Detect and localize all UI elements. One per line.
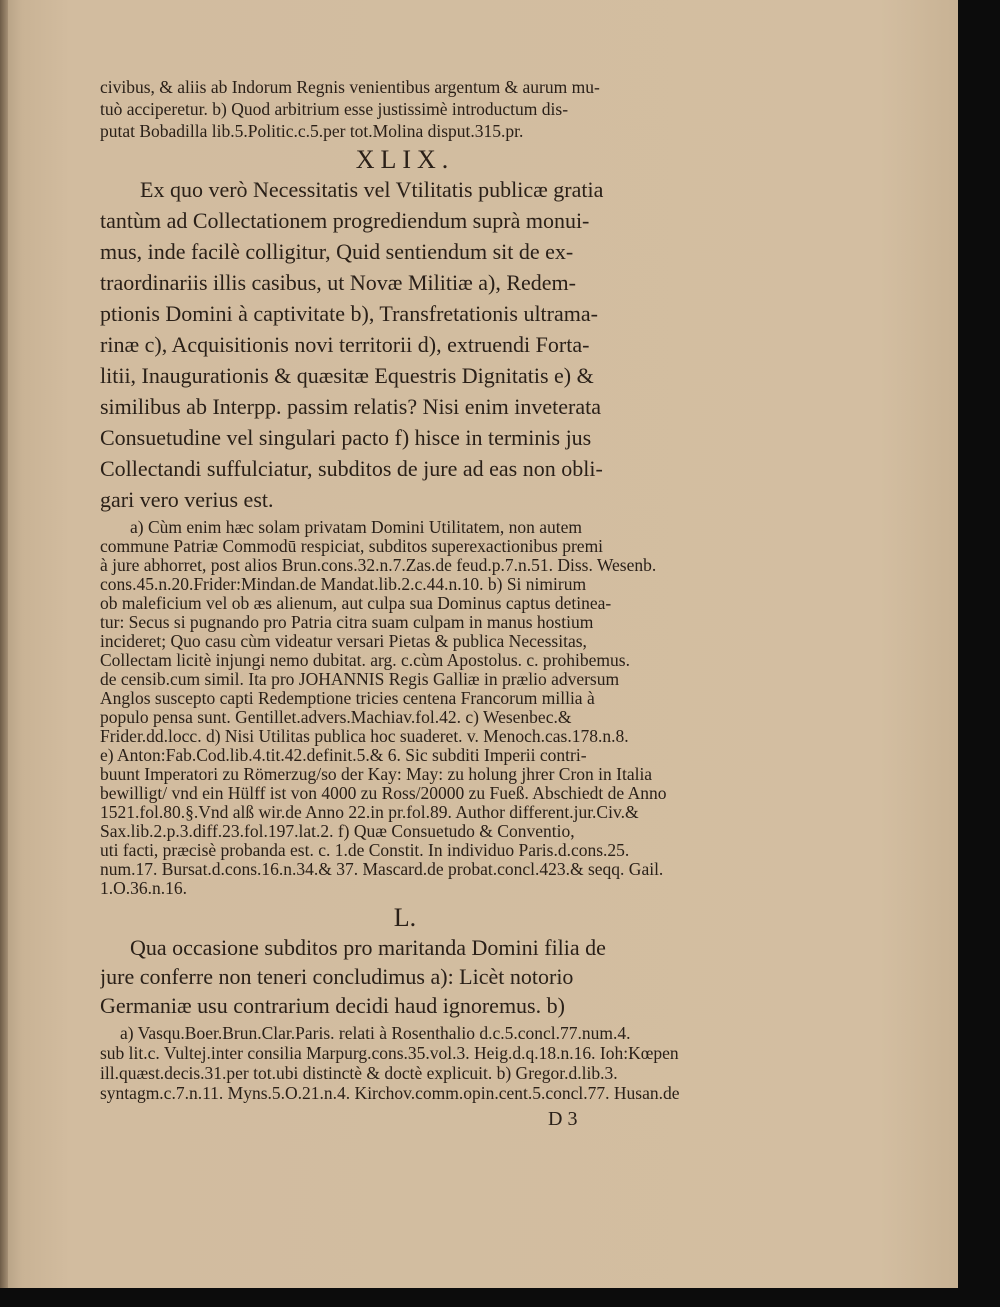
body-line: mus, inde facilè colligitur, Quid sentiendum sit de ex- (100, 239, 574, 264)
footnote-line: 1521.fol.80.§.Vnd alß wir.de Anno 22.in pr.fol.89. Author different.jur.Civ.& (100, 802, 639, 822)
footnote-line: Sax.lib.2.p.3.diff.23.fol.197.lat.2. f) Quæ Consuetudo & Conventio, (100, 821, 575, 841)
footnote-line: tur: Secus si pugnando pro Patria citra suam culpam in manus hostium (100, 612, 594, 632)
footnote-line: e) Anton:Fab.Cod.lib.4.tit.42.definit.5.& 6. Sic subditi Imperii contri- (100, 745, 587, 765)
top-note-line: tuò acciperetur. b) Quod arbitrium esse justissimè introductum dis- (100, 99, 569, 119)
footnote-line: a) Cùm enim hæc solam privatam Domini Utilitatem, non autem (130, 517, 583, 537)
body-line: litii, Inaugurationis & quæsitæ Equestris Dignitatis e) & (100, 363, 594, 388)
footnote-line: populo pensa sunt. Gentillet.advers.Machiav.fol.42. c) Wesenbec.& (100, 707, 572, 727)
footnote-line: buunt Imperatori zu Römerzug/so der Kay: May: zu holung jhrer Cron in Italia (100, 764, 653, 784)
footnote-line: ill.quæst.decis.31.per tot.ubi distinctè & doctè explicuit. b) Gregor.d.lib.3. (100, 1063, 618, 1083)
top-note-line: putat Bobadilla lib.5.Politic.c.5.per tot.Molina disput.315.pr. (100, 121, 524, 141)
body-line: traordinariis illis casibus, ut Novæ Militiæ a), Redem- (100, 270, 576, 295)
footnote-line: bewilligt/ vnd ein Hülff ist von 4000 zu Ross/20000 zu Fueß. Abschiedt de Anno (100, 783, 667, 803)
footnote-line: num.17. Bursat.d.cons.16.n.34.& 37. Mascard.de probat.concl.423.& seqq. Gail. (100, 859, 664, 879)
footnote-line: ob maleficium vel ob æs alienum, aut culpa sua Dominus captus detinea- (100, 593, 612, 613)
footnote-line: a) Vasqu.Boer.Brun.Clar.Paris. relati à Rosenthalio d.c.5.concl.77.num.4. (120, 1023, 631, 1043)
footnote-line: cons.45.n.20.Frider:Mindan.de Mandat.lib.2.c.44.n.10. b) Si nimirum (100, 574, 587, 594)
body-line: Ex quo verò Necessitatis vel Vtilitatis publicæ gratia (140, 177, 604, 202)
footnote-line: à jure abhorret, post alios Brun.cons.32.n.7.Zas.de feud.p.7.n.51. Diss. Wesenb. (100, 555, 657, 575)
footnote-line: commune Patriæ Commodū respiciat, subditos superexactionibus premi (100, 536, 604, 556)
body-line: similibus ab Interpp. passim relatis? Nisi enim inveterata (100, 394, 601, 419)
body-line: Germaniæ usu contrarium decidi haud ignoremus. b) (100, 993, 565, 1018)
footnote-line: sub lit.c. Vultej.inter consilia Marpurg.cons.35.vol.3. Heig.d.q.18.n.16. Ioh:Kœpen (100, 1043, 679, 1063)
footnote-line: Collectam licitè injungi nemo dubitat. arg. c.cùm Apostolus. c. prohibemus. (100, 650, 630, 670)
top-note-line: civibus, & aliis ab Indorum Regnis venientibus argentum & aurum mu- (100, 77, 600, 97)
page-number: D 3 (548, 1108, 578, 1130)
body-line: Collectandi suffulciatur, subditos de jure ad eas non obli- (100, 456, 603, 481)
body-line: jure conferre non teneri concludimus a): Licèt notorio (100, 964, 574, 989)
page-gutter-shadow (0, 0, 8, 1288)
footnote-line: incideret; Quo casu cùm videatur versari Pietas & publica Necessitas, (100, 631, 587, 651)
footnote-line: de censib.cum simil. Ita pro JOHANNIS Regis Galliæ in prælio adversum (100, 669, 620, 689)
body-line: ptionis Domini à captivitate b), Transfretationis ultrama- (100, 301, 598, 326)
section-heading-49: XLIX. (355, 145, 455, 174)
footnote-line: Anglos suscepto capti Redemptione tricies centena Francorum millia à (100, 688, 595, 708)
footnote-line: 1.O.36.n.16. (100, 878, 188, 898)
body-line: rinæ c), Acquisitionis novi territorii d), extruendi Forta- (100, 332, 590, 357)
body-line: Consuetudine vel singulari pacto f) hisce in terminis jus (100, 425, 592, 450)
section-heading-50: L. (393, 903, 417, 932)
footnote-line: uti facti, præcisè probanda est. c. 1.de Constit. In individuo Paris.d.cons.25. (100, 840, 630, 860)
body-line: gari vero verius est. (100, 487, 274, 512)
body-line: Qua occasione subditos pro maritanda Domini filia de (130, 935, 606, 960)
footnote-line: Frider.dd.locc. d) Nisi Utilitas publica hoc suaderet. v. Menoch.cas.178.n.8. (100, 726, 629, 746)
footnote-line: syntagm.c.7.n.11. Myns.5.O.21.n.4. Kirchov.comm.opin.cent.5.concl.77. Husan.de (100, 1083, 680, 1103)
body-line: tantùm ad Collectationem progrediendum suprà monui- (100, 208, 590, 233)
